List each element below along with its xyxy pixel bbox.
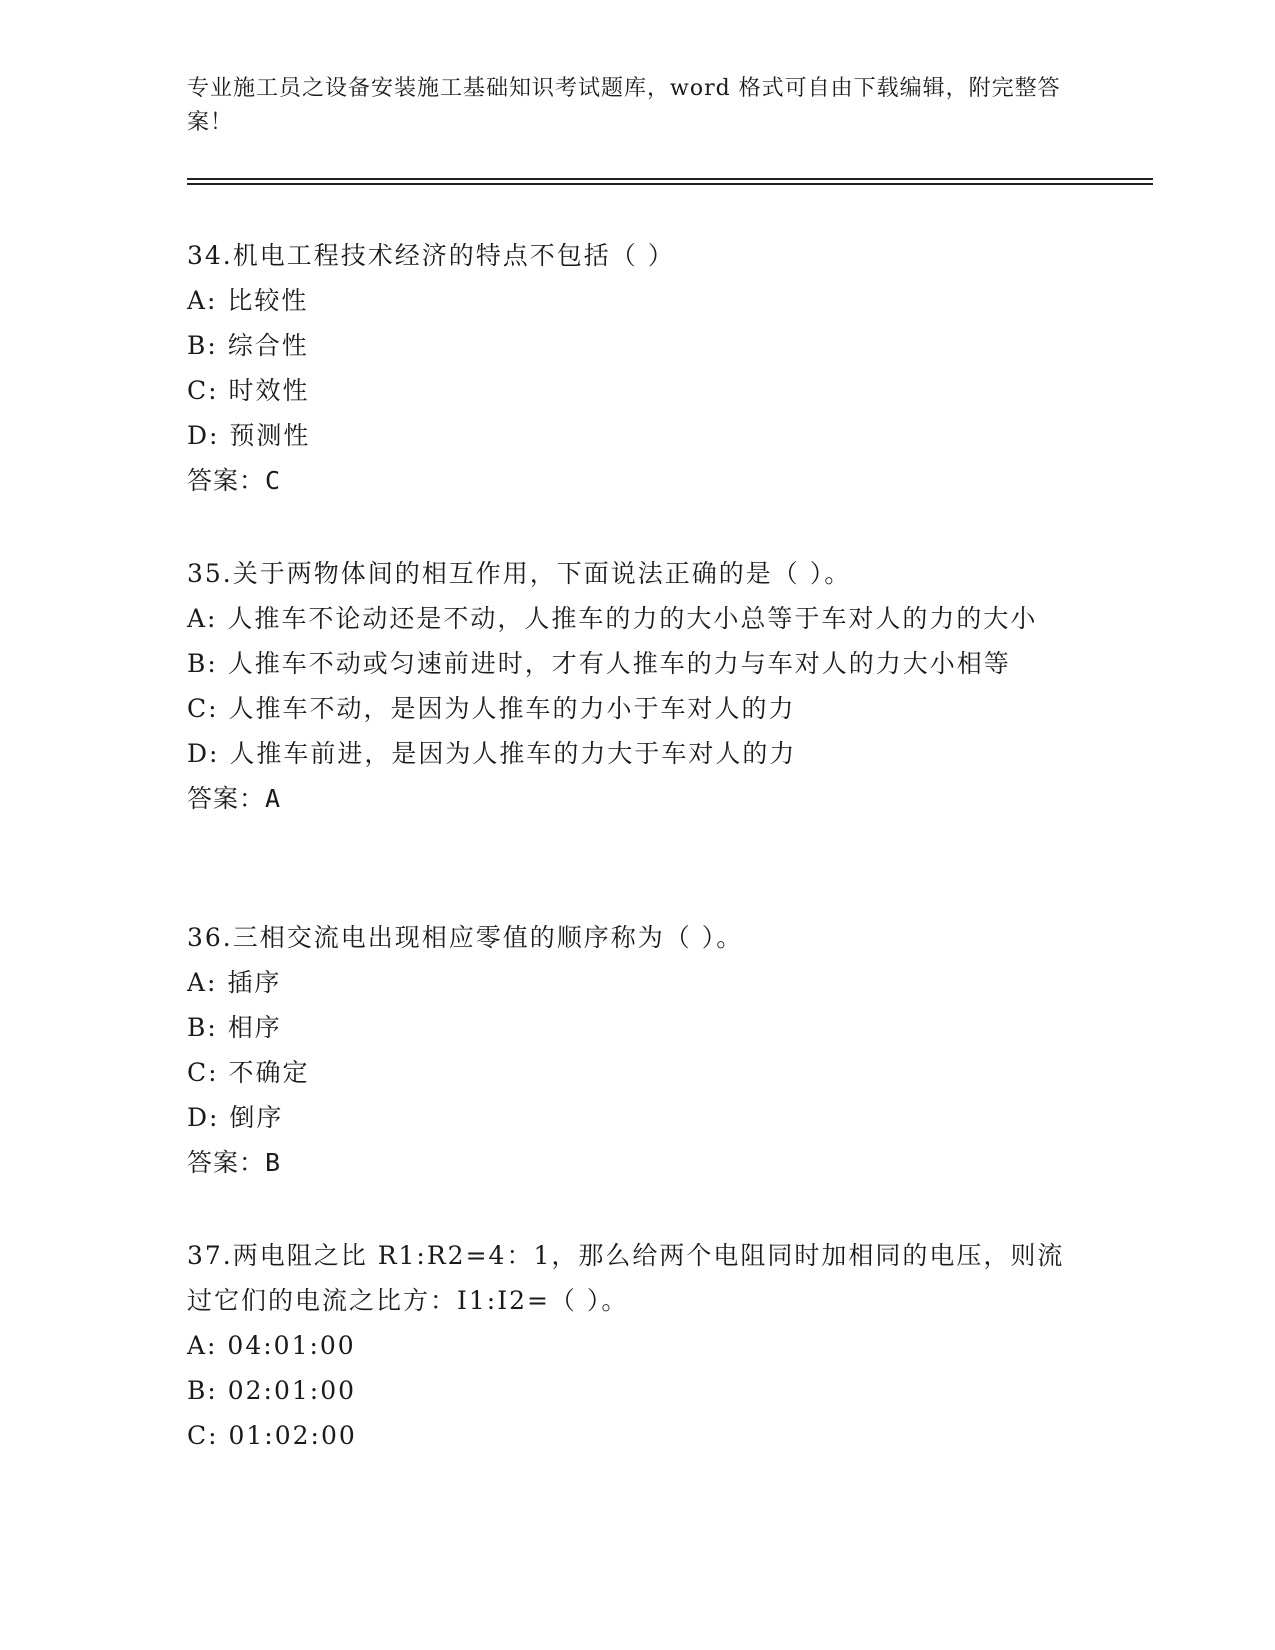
answer-value: A — [265, 784, 282, 813]
header-divider-bottom — [187, 183, 1153, 185]
option-a: A: 插序 — [187, 968, 282, 997]
document-header — [187, 72, 1067, 140]
question-stem: 37.两电阻之比 R1:R2=4：1，那么给两个电阻同时加相同的电压，则流过它们的电流之比方：I1:I2=（ ）。 — [187, 1241, 1065, 1315]
option-d: D: 倒序 — [187, 1103, 284, 1132]
question-36 — [187, 915, 1087, 1185]
question-37 — [187, 1233, 1087, 1458]
question-stem: 35.关于两物体间的相互作用，下面说法正确的是（ ）。 — [187, 559, 852, 588]
option-c: C: 不确定 — [187, 1058, 310, 1087]
answer-line — [187, 776, 1087, 821]
option-c: C: 01:02:00 — [187, 1421, 357, 1450]
option-b: B: 相序 — [187, 1013, 282, 1042]
question-stem: 34.机电工程技术经济的特点不包括（ ） — [187, 241, 675, 270]
answer-label: 答案： — [187, 784, 266, 813]
question-stem: 36.三相交流电出现相应零值的顺序称为（ ）。 — [187, 923, 744, 952]
option-a: A: 人推车不论动还是不动，人推车的力的大小总等于车对人的力的大小 — [187, 604, 1038, 633]
option-b: B: 人推车不动或匀速前进时，才有人推车的力与车对人的力大小相等 — [187, 649, 1011, 678]
option-d: D: 人推车前进，是因为人推车的力大于车对人的力 — [187, 739, 797, 768]
option-a: A: 比较性 — [187, 286, 309, 315]
option-a: A: 04:01:00 — [187, 1331, 356, 1360]
option-b: B: 综合性 — [187, 331, 309, 360]
option-c: C: 时效性 — [187, 376, 310, 405]
answer-line — [187, 458, 1087, 503]
option-c: C: 人推车不动，是因为人推车的力小于车对人的力 — [187, 694, 796, 723]
answer-label: 答案： — [187, 466, 266, 495]
option-b: B: 02:01:00 — [187, 1376, 357, 1405]
answer-label: 答案： — [187, 1148, 266, 1177]
question-34 — [187, 233, 1087, 503]
header-text: 专业施工员之设备安装施工基础知识考试题库，word 格式可自由下载编辑，附完整答案！ — [187, 76, 1061, 135]
answer-value: B — [265, 1148, 282, 1177]
answer-value: C — [265, 466, 282, 495]
question-35 — [187, 551, 1087, 821]
option-d: D: 预测性 — [187, 421, 311, 450]
answer-line — [187, 1140, 1087, 1185]
header-divider-top — [187, 178, 1153, 180]
